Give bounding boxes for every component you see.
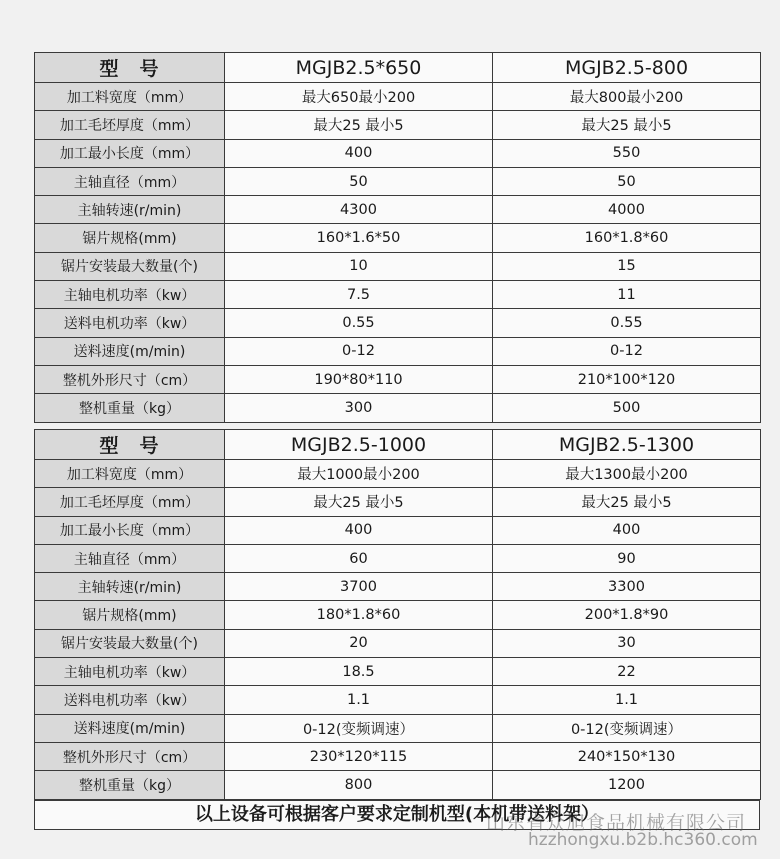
spec-value: 300 xyxy=(225,394,493,422)
spec-label: 加工毛坯厚度（mm） xyxy=(35,111,225,139)
spec-label: 主轴电机功率（kw） xyxy=(35,281,225,309)
spec-label: 锯片规格(mm) xyxy=(35,224,225,252)
spec-value: 最大1300最小200 xyxy=(493,460,761,488)
spec-row xyxy=(35,629,761,657)
spec-label: 锯片规格(mm) xyxy=(35,601,225,629)
spec-value: 最大25 最小5 xyxy=(225,111,493,139)
spec-value: 10 xyxy=(225,252,493,280)
spec-label: 主轴电机功率（kw） xyxy=(35,658,225,686)
model-name: MGJB2.5-1300 xyxy=(493,430,761,460)
model-name: MGJB2.5-800 xyxy=(493,53,761,83)
spec-value: 1.1 xyxy=(225,686,493,714)
spec-value: 22 xyxy=(493,658,761,686)
spec-value: 11 xyxy=(493,281,761,309)
spec-value: 550 xyxy=(493,139,761,167)
spec-value: 最大1000最小200 xyxy=(225,460,493,488)
spec-row xyxy=(35,714,761,742)
spec-row xyxy=(35,111,761,139)
spec-label: 锯片安装最大数量(个) xyxy=(35,629,225,657)
spec-row xyxy=(35,488,761,516)
spec-value: 最大25 最小5 xyxy=(493,488,761,516)
spec-label: 加工料宽度（mm） xyxy=(35,460,225,488)
spec-value: 0.55 xyxy=(493,309,761,337)
spec-row xyxy=(35,394,761,422)
spec-value: 30 xyxy=(493,629,761,657)
model-header-row xyxy=(35,430,761,460)
spec-row xyxy=(35,337,761,365)
watermark-company: 山东省众旭食品机械有限公司 xyxy=(486,812,747,834)
spec-value: 50 xyxy=(225,167,493,195)
spec-value: 500 xyxy=(493,394,761,422)
spec-label: 送料电机功率（kw） xyxy=(35,686,225,714)
spec-label: 加工最小长度（mm） xyxy=(35,139,225,167)
spec-value: 230*120*115 xyxy=(225,742,493,770)
spec-row xyxy=(35,365,761,393)
spec-value: 160*1.8*60 xyxy=(493,224,761,252)
spec-label: 整机外形尺寸（cm） xyxy=(35,742,225,770)
spec-value: 1.1 xyxy=(493,686,761,714)
spec-label: 锯片安装最大数量(个) xyxy=(35,252,225,280)
watermark-url: hzzhongxu.b2b.hc360.com xyxy=(528,830,758,850)
spec-value: 3700 xyxy=(225,573,493,601)
spec-value: 最大25 最小5 xyxy=(225,488,493,516)
spec-label: 加工毛坯厚度（mm） xyxy=(35,488,225,516)
spec-label: 送料速度(m/min) xyxy=(35,337,225,365)
spec-value: 400 xyxy=(493,516,761,544)
spec-value: 240*150*130 xyxy=(493,742,761,770)
spec-value: 0-12 xyxy=(225,337,493,365)
spec-value: 0.55 xyxy=(225,309,493,337)
spec-label: 主轴转速(r/min) xyxy=(35,196,225,224)
spec-value: 0-12(变频调速） xyxy=(225,714,493,742)
spec-value: 800 xyxy=(225,771,493,799)
spec-value: 200*1.8*90 xyxy=(493,601,761,629)
spec-value: 210*100*120 xyxy=(493,365,761,393)
spec-row xyxy=(35,658,761,686)
model-header-label: 型 号 xyxy=(35,53,225,83)
customization-note: 以上设备可根据客户要求定制机型(本机带送料架） xyxy=(34,800,760,830)
spec-value: 20 xyxy=(225,629,493,657)
spec-label: 送料电机功率（kw） xyxy=(35,309,225,337)
spec-row xyxy=(35,139,761,167)
spec-label: 主轴直径（mm） xyxy=(35,167,225,195)
spec-value: 50 xyxy=(493,167,761,195)
spec-label: 送料速度(m/min) xyxy=(35,714,225,742)
spec-row xyxy=(35,83,761,111)
spec-value: 1200 xyxy=(493,771,761,799)
spec-value: 160*1.6*50 xyxy=(225,224,493,252)
spec-value: 最大25 最小5 xyxy=(493,111,761,139)
spec-value: 18.5 xyxy=(225,658,493,686)
spec-row xyxy=(35,224,761,252)
spec-value: 400 xyxy=(225,516,493,544)
spec-row xyxy=(35,573,761,601)
spec-table-2 xyxy=(34,429,761,800)
spec-value: 最大800最小200 xyxy=(493,83,761,111)
spec-value: 7.5 xyxy=(225,281,493,309)
spec-label: 整机重量（kg） xyxy=(35,771,225,799)
spec-value: 90 xyxy=(493,544,761,572)
spec-table-1 xyxy=(34,52,761,423)
model-name: MGJB2.5-1000 xyxy=(225,430,493,460)
spec-label: 整机外形尺寸（cm） xyxy=(35,365,225,393)
spec-row xyxy=(35,686,761,714)
spec-label: 整机重量（kg） xyxy=(35,394,225,422)
model-header-row xyxy=(35,53,761,83)
model-header-label: 型 号 xyxy=(35,430,225,460)
spec-row xyxy=(35,196,761,224)
model-name: MGJB2.5*650 xyxy=(225,53,493,83)
spec-row xyxy=(35,742,761,770)
spec-label: 主轴转速(r/min) xyxy=(35,573,225,601)
spec-row xyxy=(35,309,761,337)
spec-value: 0-12 xyxy=(493,337,761,365)
spec-label: 加工料宽度（mm） xyxy=(35,83,225,111)
spec-value: 190*80*110 xyxy=(225,365,493,393)
spec-label: 加工最小长度（mm） xyxy=(35,516,225,544)
spec-row xyxy=(35,771,761,799)
spec-row xyxy=(35,544,761,572)
spec-label: 主轴直径（mm） xyxy=(35,544,225,572)
spec-row xyxy=(35,460,761,488)
spec-value: 3300 xyxy=(493,573,761,601)
spec-row xyxy=(35,167,761,195)
spec-row xyxy=(35,281,761,309)
spec-value: 最大650最小200 xyxy=(225,83,493,111)
spec-row xyxy=(35,252,761,280)
spec-row xyxy=(35,601,761,629)
spec-value: 4300 xyxy=(225,196,493,224)
spec-value: 400 xyxy=(225,139,493,167)
spec-row xyxy=(35,516,761,544)
spec-value: 0-12(变频调速） xyxy=(493,714,761,742)
spec-value: 180*1.8*60 xyxy=(225,601,493,629)
spec-value: 60 xyxy=(225,544,493,572)
spec-value: 4000 xyxy=(493,196,761,224)
spec-value: 15 xyxy=(493,252,761,280)
